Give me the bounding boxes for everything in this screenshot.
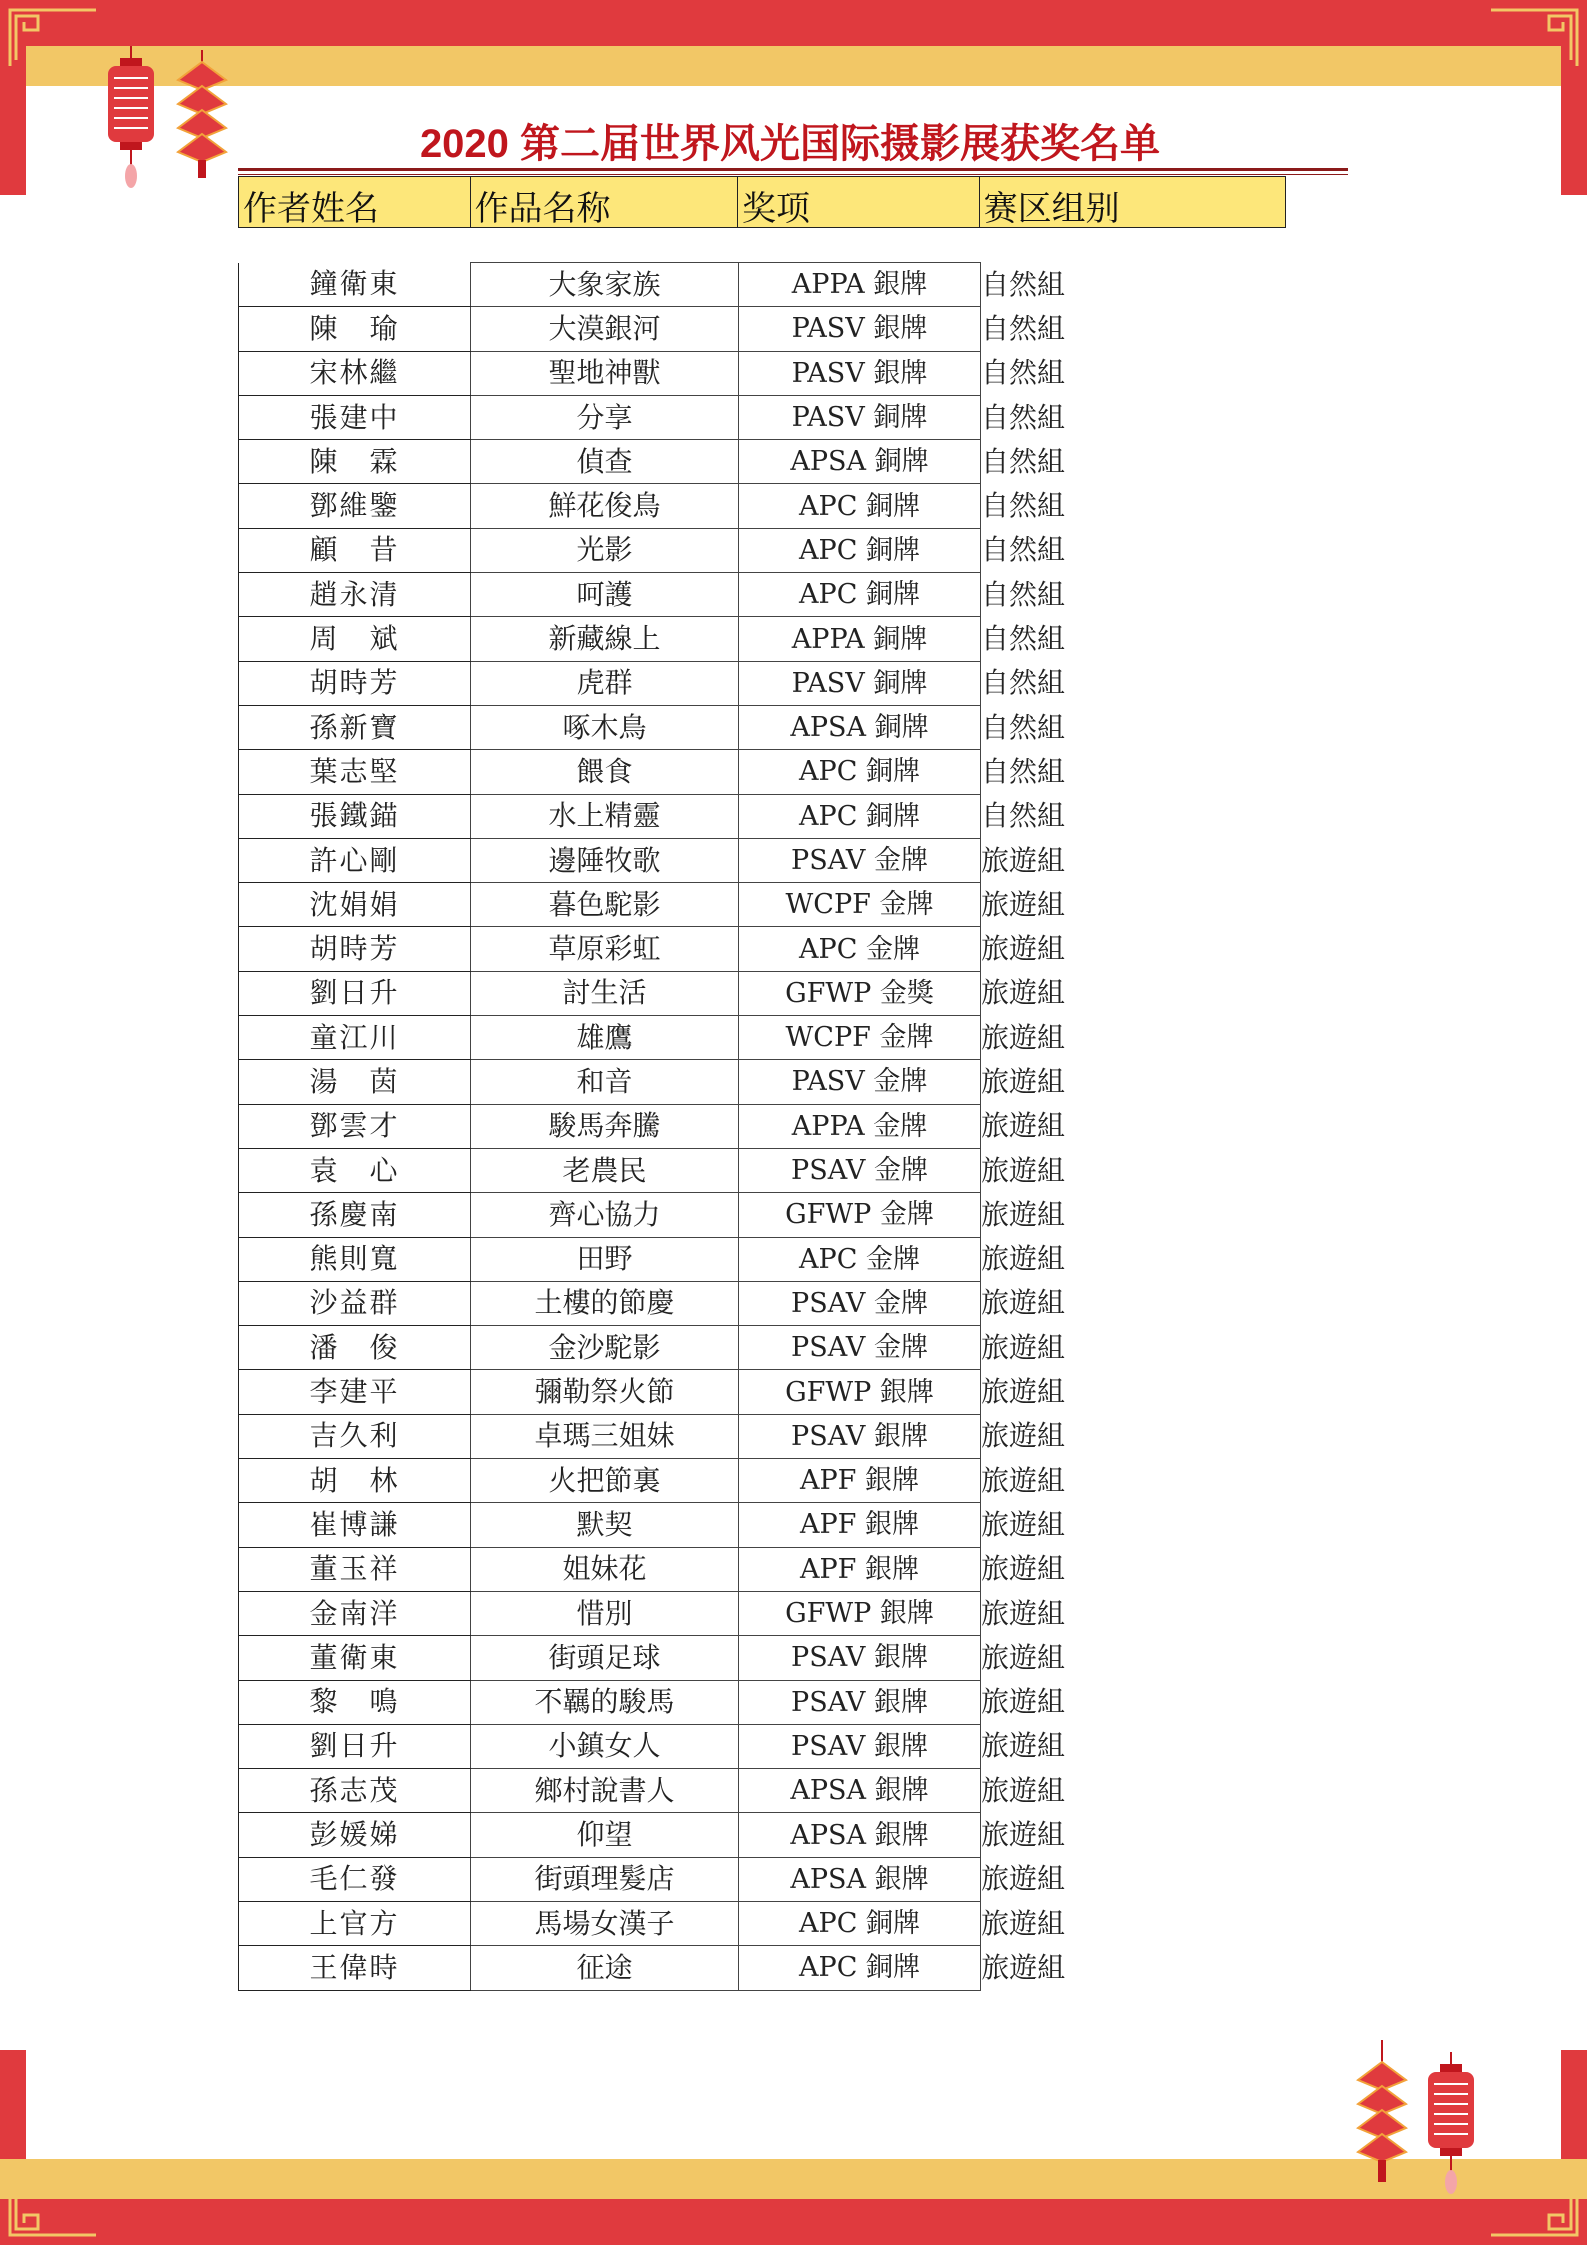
author-cell: 鐘衛東 (239, 263, 471, 307)
author-cell: 胡時芳 (239, 927, 471, 971)
award-cell: PSAV 銀牌 (739, 1636, 981, 1680)
award-cell: APC 銅牌 (739, 484, 981, 528)
group-cell: 自然組 (981, 710, 1066, 744)
award-cell: APPA 金牌 (739, 1104, 981, 1148)
group-cell: 自然組 (981, 267, 1066, 301)
author-cell: 董衛東 (239, 1636, 471, 1680)
table-row (239, 661, 1066, 705)
award-cell: APC 銅牌 (739, 1901, 981, 1945)
work-cell: 草原彩虹 (471, 927, 739, 971)
winners-table (238, 262, 1066, 1991)
award-cell: APSA 銀牌 (739, 1857, 981, 1901)
work-cell: 討生活 (471, 971, 739, 1015)
table-row (239, 440, 1066, 484)
award-cell: WCPF 金牌 (739, 1016, 981, 1060)
header-work: 作品名称 (471, 177, 738, 227)
work-cell: 駿馬奔騰 (471, 1104, 739, 1148)
work-cell: 土樓的節慶 (471, 1281, 739, 1325)
author-cell: 王偉時 (239, 1946, 471, 1990)
author-cell: 陳 瑜 (239, 307, 471, 351)
award-cell: APSA 銅牌 (739, 440, 981, 484)
award-cell: APF 銀牌 (739, 1503, 981, 1547)
table-row (239, 484, 1066, 528)
group-cell: 旅遊組 (981, 1419, 1066, 1453)
table-row (239, 1370, 1066, 1414)
author-cell: 熊則寬 (239, 1237, 471, 1281)
author-cell: 袁 心 (239, 1148, 471, 1192)
table-row (239, 307, 1066, 351)
table-row (239, 1459, 1066, 1503)
corner-meander-icon (1489, 8, 1579, 68)
award-cell: APC 銅牌 (739, 573, 981, 617)
corner-meander-icon (1489, 2177, 1579, 2237)
author-cell: 孫志茂 (239, 1769, 471, 1813)
table-row (239, 1016, 1066, 1060)
group-cell: 旅遊組 (981, 1596, 1066, 1630)
page-title: 2020 第二届世界风光国际摄影展获奖名单 (419, 122, 1161, 166)
table-row (239, 1901, 1066, 1945)
group-cell: 旅遊組 (981, 1064, 1066, 1098)
group-cell: 旅遊組 (981, 843, 1066, 877)
table-row (239, 573, 1066, 617)
top-red-band (0, 0, 1587, 46)
group-cell: 旅遊組 (981, 1640, 1066, 1674)
author-cell: 周 斌 (239, 617, 471, 661)
award-cell: APC 金牌 (739, 1237, 981, 1281)
work-cell: 邊陲牧歌 (471, 838, 739, 882)
group-cell: 旅遊組 (981, 1950, 1066, 1984)
table-row (239, 1503, 1066, 1547)
author-cell: 張建中 (239, 395, 471, 439)
group-cell: 自然組 (981, 622, 1066, 656)
author-cell: 胡時芳 (239, 661, 471, 705)
group-cell: 旅遊組 (981, 1286, 1066, 1320)
award-cell: APF 銀牌 (739, 1459, 981, 1503)
author-cell: 鄧雲才 (239, 1104, 471, 1148)
work-cell: 街頭理髮店 (471, 1857, 739, 1901)
group-cell: 旅遊組 (981, 1862, 1066, 1896)
award-cell: GFWP 銀牌 (739, 1591, 981, 1635)
award-cell: APF 銀牌 (739, 1547, 981, 1591)
top-gold-band (0, 46, 1587, 86)
work-cell: 鮮花俊鳥 (471, 484, 739, 528)
table-row (239, 750, 1066, 794)
table-row (239, 1148, 1066, 1192)
table-row (239, 705, 1066, 749)
work-cell: 金沙駝影 (471, 1326, 739, 1370)
award-cell: PSAV 金牌 (739, 1281, 981, 1325)
work-cell: 默契 (471, 1503, 739, 1547)
group-cell: 自然組 (981, 754, 1066, 788)
group-cell: 旅遊組 (981, 1109, 1066, 1143)
firecracker-icon (174, 50, 230, 180)
work-cell: 啄木鳥 (471, 705, 739, 749)
author-cell: 黎 鳴 (239, 1680, 471, 1724)
group-cell: 旅遊組 (981, 1020, 1066, 1054)
award-cell: APC 銅牌 (739, 750, 981, 794)
table-row (239, 1591, 1066, 1635)
award-cell: PSAV 銀牌 (739, 1414, 981, 1458)
author-cell: 童江川 (239, 1016, 471, 1060)
group-cell: 旅遊組 (981, 1197, 1066, 1231)
header-author: 作者姓名 (239, 177, 471, 227)
red-lantern-icon (1424, 2052, 1478, 2202)
work-cell: 老農民 (471, 1148, 739, 1192)
title-underline-thin (238, 174, 1348, 175)
table-row (239, 351, 1066, 395)
award-cell: APC 金牌 (739, 927, 981, 971)
group-cell: 旅遊組 (981, 1773, 1066, 1807)
author-cell: 陳 霖 (239, 440, 471, 484)
author-cell: 毛仁發 (239, 1857, 471, 1901)
group-cell: 旅遊組 (981, 1552, 1066, 1586)
table-row (239, 1326, 1066, 1370)
table-row (239, 1414, 1066, 1458)
header-award: 奖项 (738, 177, 980, 227)
award-cell: PASV 銅牌 (739, 395, 981, 439)
group-cell: 旅遊組 (981, 1463, 1066, 1497)
author-cell: 宋林繼 (239, 351, 471, 395)
author-cell: 孫慶南 (239, 1193, 471, 1237)
author-cell: 許心剛 (239, 838, 471, 882)
award-cell: APSA 銀牌 (739, 1813, 981, 1857)
work-cell: 田野 (471, 1237, 739, 1281)
award-cell: WCPF 金牌 (739, 883, 981, 927)
award-cell: PASV 銀牌 (739, 307, 981, 351)
work-cell: 惜別 (471, 1591, 739, 1635)
group-cell: 自然組 (981, 489, 1066, 523)
table-row (239, 883, 1066, 927)
award-cell: PSAV 銀牌 (739, 1680, 981, 1724)
group-cell: 自然組 (981, 533, 1066, 567)
work-cell: 和音 (471, 1060, 739, 1104)
group-cell: 旅遊組 (981, 1507, 1066, 1541)
red-lantern-icon (104, 46, 158, 196)
author-cell: 鄧維鑒 (239, 484, 471, 528)
author-cell: 孫新寶 (239, 705, 471, 749)
group-cell: 旅遊組 (981, 1729, 1066, 1763)
group-cell: 旅遊組 (981, 887, 1066, 921)
work-cell: 仰望 (471, 1813, 739, 1857)
corner-meander-icon (8, 8, 98, 68)
group-cell: 旅遊組 (981, 1153, 1066, 1187)
table-row (239, 1813, 1066, 1857)
table-row (239, 263, 1066, 307)
work-cell: 聖地神獸 (471, 351, 739, 395)
author-cell: 劉日升 (239, 1724, 471, 1768)
author-cell: 顧 昔 (239, 528, 471, 572)
table-row (239, 927, 1066, 971)
award-cell: GFWP 銀牌 (739, 1370, 981, 1414)
group-cell: 旅遊組 (981, 1818, 1066, 1852)
work-cell: 大漠銀河 (471, 307, 739, 351)
group-cell: 自然組 (981, 666, 1066, 700)
work-cell: 馬場女漢子 (471, 1901, 739, 1945)
group-cell: 旅遊組 (981, 1330, 1066, 1364)
work-cell: 街頭足球 (471, 1636, 739, 1680)
table-header (238, 176, 1286, 228)
table-row (239, 1857, 1066, 1901)
award-cell: APSA 銅牌 (739, 705, 981, 749)
author-cell: 李建平 (239, 1370, 471, 1414)
author-cell: 劉日升 (239, 971, 471, 1015)
author-cell: 胡 林 (239, 1459, 471, 1503)
group-cell: 自然組 (981, 311, 1066, 345)
award-cell: APSA 銀牌 (739, 1769, 981, 1813)
table-row (239, 838, 1066, 882)
award-cell: APPA 銅牌 (739, 617, 981, 661)
work-cell: 呵護 (471, 573, 739, 617)
award-cell: PSAV 銀牌 (739, 1724, 981, 1768)
work-cell: 水上精靈 (471, 794, 739, 838)
header-group: 赛区组别 (983, 189, 1120, 229)
group-cell: 旅遊組 (981, 1242, 1066, 1276)
bottom-red-band (0, 2199, 1587, 2245)
award-cell: GFWP 金獎 (739, 971, 981, 1015)
work-cell: 餵食 (471, 750, 739, 794)
award-cell: PSAV 金牌 (739, 1148, 981, 1192)
group-cell: 自然組 (981, 444, 1066, 478)
award-cell: APPA 銀牌 (739, 263, 981, 307)
table-row (239, 528, 1066, 572)
author-cell: 崔博謙 (239, 1503, 471, 1547)
table-row (239, 1946, 1066, 1990)
group-cell: 自然組 (981, 356, 1066, 390)
award-cell: GFWP 金牌 (739, 1193, 981, 1237)
author-cell: 上官方 (239, 1901, 471, 1945)
work-cell: 小鎮女人 (471, 1724, 739, 1768)
group-cell: 自然組 (981, 799, 1066, 833)
work-cell: 新藏線上 (471, 617, 739, 661)
work-cell: 征途 (471, 1946, 739, 1990)
table-row (239, 617, 1066, 661)
work-cell: 虎群 (471, 661, 739, 705)
group-cell: 旅遊組 (981, 976, 1066, 1010)
table-row (239, 971, 1066, 1015)
title-underline (238, 168, 1348, 171)
award-cell: PASV 銅牌 (739, 661, 981, 705)
table-row (239, 1060, 1066, 1104)
work-cell: 鄉村說書人 (471, 1769, 739, 1813)
award-cell: PSAV 金牌 (739, 1326, 981, 1370)
author-cell: 金南洋 (239, 1591, 471, 1635)
author-cell: 葉志堅 (239, 750, 471, 794)
group-cell: 自然組 (981, 577, 1066, 611)
author-cell: 潘 俊 (239, 1326, 471, 1370)
group-cell: 旅遊組 (981, 1685, 1066, 1719)
table-row (239, 1193, 1066, 1237)
work-cell: 雄鷹 (471, 1016, 739, 1060)
corner-meander-icon (8, 2177, 98, 2237)
award-cell: APC 銅牌 (739, 1946, 981, 1990)
group-cell: 旅遊組 (981, 1375, 1066, 1409)
work-cell: 大象家族 (471, 263, 739, 307)
work-cell: 彌勒祭火節 (471, 1370, 739, 1414)
author-cell: 沈娟娟 (239, 883, 471, 927)
award-cell: PASV 金牌 (739, 1060, 981, 1104)
author-cell: 張鐵錨 (239, 794, 471, 838)
work-cell: 暮色駝影 (471, 883, 739, 927)
award-cell: PSAV 金牌 (739, 838, 981, 882)
author-cell: 董玉祥 (239, 1547, 471, 1591)
award-cell: APC 銅牌 (739, 528, 981, 572)
author-cell: 沙益群 (239, 1281, 471, 1325)
table-row (239, 1724, 1066, 1768)
bottom-gold-band (0, 2159, 1587, 2199)
table-row (239, 1680, 1066, 1724)
table-row (239, 1547, 1066, 1591)
author-cell: 吉久利 (239, 1414, 471, 1458)
work-cell: 不羈的駿馬 (471, 1680, 739, 1724)
author-cell: 彭媛娣 (239, 1813, 471, 1857)
table-row (239, 1104, 1066, 1148)
work-cell: 火把節裏 (471, 1459, 739, 1503)
table-row (239, 1281, 1066, 1325)
author-cell: 趙永清 (239, 573, 471, 617)
work-cell: 卓瑪三姐妹 (471, 1414, 739, 1458)
group-cell: 旅遊組 (981, 1906, 1066, 1940)
work-cell: 光影 (471, 528, 739, 572)
award-cell: APC 銅牌 (739, 794, 981, 838)
work-cell: 分享 (471, 395, 739, 439)
table-row (239, 1636, 1066, 1680)
table-row (239, 1237, 1066, 1281)
work-cell: 齊心協力 (471, 1193, 739, 1237)
table-row (239, 395, 1066, 439)
author-cell: 湯 茵 (239, 1060, 471, 1104)
firecracker-icon (1354, 2040, 1410, 2190)
table-row (239, 1769, 1066, 1813)
award-cell: PASV 銀牌 (739, 351, 981, 395)
work-cell: 偵查 (471, 440, 739, 484)
group-cell: 旅遊組 (981, 932, 1066, 966)
group-cell: 自然組 (981, 400, 1066, 434)
work-cell: 姐妹花 (471, 1547, 739, 1591)
table-row (239, 794, 1066, 838)
